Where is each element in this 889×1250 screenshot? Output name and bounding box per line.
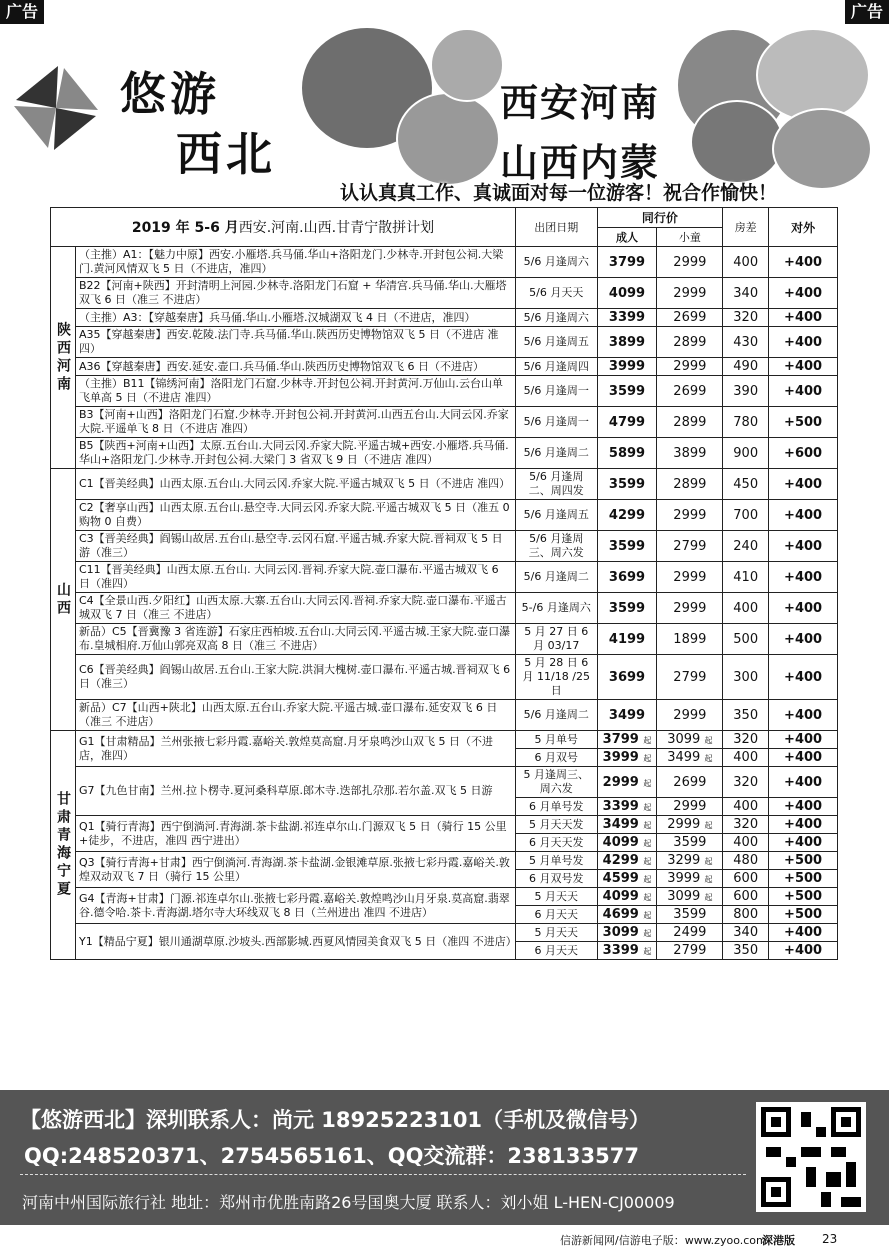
- region-label: 陕西河南: [51, 247, 76, 469]
- route-description: C4【全景山西.夕阳红】山西太原.大寨.五台山.大同云冈.晋祠.乔家大院.壶口瀑布.平遥古城双飞 7 日（准三 不进店）: [76, 593, 516, 624]
- external-markup: +500: [769, 870, 838, 888]
- price-value: 4099: [602, 889, 639, 904]
- price-from-mark: 起: [704, 821, 713, 830]
- departure-date: 6 月天天: [515, 942, 597, 960]
- price-value: 3499: [602, 817, 639, 832]
- header-date: 出团日期: [515, 208, 597, 247]
- edition-label: 深港版: [762, 1234, 795, 1247]
- price-value: 3099: [602, 925, 639, 940]
- price-from-mark: 起: [704, 875, 713, 884]
- route-description: A35【穿越秦唐】西安.乾陵.法门寺.兵马俑.华山.陕西历史博物馆双飞 5 日（不进店 准四）: [76, 327, 516, 358]
- external-markup: +400: [769, 731, 838, 749]
- external-markup: +400: [769, 834, 838, 852]
- room-difference: 390: [723, 376, 769, 407]
- price-from-mark: 起: [643, 875, 652, 884]
- header-peer-price: 同行价: [597, 208, 723, 228]
- table-title: [51, 208, 516, 247]
- price-value: 3599: [608, 538, 646, 554]
- page-number: 23: [822, 1232, 838, 1246]
- adult-price: [597, 834, 657, 852]
- child-price: [657, 924, 723, 942]
- table-body: [51, 247, 838, 960]
- child-price: 2899: [657, 327, 723, 358]
- adult-price: [597, 376, 657, 407]
- table-row: [51, 731, 838, 749]
- contact-footer: [0, 1090, 889, 1225]
- photo-pagoda: [430, 28, 504, 102]
- departure-date: 6 月双号: [515, 749, 597, 767]
- table-row: [51, 247, 838, 278]
- adult-price: [597, 906, 657, 924]
- room-difference: 400: [723, 834, 769, 852]
- departure-date: 5 月天天: [515, 924, 597, 942]
- external-markup: +400: [769, 327, 838, 358]
- adult-price: [597, 624, 657, 655]
- adult-price: [597, 852, 657, 870]
- departure-date: 6 月天天: [515, 906, 597, 924]
- tour-price-table: [50, 207, 838, 960]
- price-value: 3899: [608, 334, 646, 350]
- route-description: G7【九色甘南】兰州.拉卜楞寺.夏河桑科草原.郎木寺.迭部扎尕那.若尔盖.双飞 5 日游: [76, 767, 516, 816]
- external-markup: +400: [769, 816, 838, 834]
- route-description: G4【青海+甘肃】门源.祁连卓尔山.张掖七彩丹霞.嘉峪关.敦煌鸣沙山月牙泉.莫高窟.翡翠谷.德令哈.茶卡.青海湖.塔尔寺大环线双飞 8 日（兰州进出 准四 不进店）: [76, 888, 516, 924]
- child-price: 2699: [657, 376, 723, 407]
- adult-price: [597, 593, 657, 624]
- adult-price: [597, 798, 657, 816]
- photo-buddha: [396, 92, 500, 186]
- room-difference: 300: [723, 655, 769, 700]
- departure-date: 5-/6 月逢周六: [515, 593, 597, 624]
- room-difference: 430: [723, 327, 769, 358]
- table-row: [51, 767, 838, 798]
- external-markup: +400: [769, 531, 838, 562]
- adult-price: [597, 247, 657, 278]
- price-value: 3599: [673, 907, 707, 922]
- child-price: 2899: [657, 469, 723, 500]
- price-from-mark: 起: [643, 947, 652, 956]
- photo-desert: [772, 108, 872, 190]
- adult-price: [597, 469, 657, 500]
- adult-price: [597, 278, 657, 309]
- route-description: Q1【骑行青海】西宁倒淌河.青海湖.茶卡盐湖.祁连卓尔山.门源双飞 5 日（骑行 15 公里+徒步，不进店，准四 西宁进出）: [76, 816, 516, 852]
- price-value: 3099: [667, 732, 701, 747]
- adult-price: [597, 655, 657, 700]
- adult-price: [597, 407, 657, 438]
- departure-date: 5/6 月逢周五: [515, 500, 597, 531]
- table-row: [51, 407, 838, 438]
- table-row: [51, 309, 838, 327]
- adult-price: [597, 942, 657, 960]
- room-difference: 400: [723, 798, 769, 816]
- external-markup: +400: [769, 798, 838, 816]
- price-from-mark: 起: [643, 736, 652, 745]
- ad-label-right: 广告: [845, 0, 889, 24]
- departure-date: 5/6 月逢周六: [515, 309, 597, 327]
- price-value: 3499: [667, 750, 701, 765]
- destination-line2: 山西内蒙: [500, 140, 661, 185]
- room-difference: 450: [723, 469, 769, 500]
- price-value: 3399: [602, 943, 639, 958]
- destination-line1: 西安河南: [500, 80, 661, 125]
- pinwheel-logo-icon: [6, 58, 106, 158]
- child-price: 2699: [657, 309, 723, 327]
- room-difference: 320: [723, 767, 769, 798]
- child-price: [657, 942, 723, 960]
- route-description: Q3【骑行青海+甘肃】西宁倒淌河.青海湖.茶卡盐湖.金银滩草原.张掖七彩丹霞.嘉峪关.敦煌双动双飞 7 日（骑行 15 公里）: [76, 852, 516, 888]
- banner: [0, 20, 889, 204]
- route-description: （主推）A3：【穿越秦唐】兵马俑.华山.小雁塔.汉城湖双飞 4 日（不进店，准四）: [76, 309, 516, 327]
- price-from-mark: 起: [704, 736, 713, 745]
- child-price: 2999: [657, 247, 723, 278]
- child-price: [657, 816, 723, 834]
- price-value: 4599: [602, 871, 639, 886]
- price-from-mark: 起: [643, 857, 652, 866]
- room-difference: 500: [723, 624, 769, 655]
- price-value: 3399: [608, 310, 646, 325]
- departure-date: 5/6 月逢周六: [515, 247, 597, 278]
- child-price: [657, 767, 723, 798]
- external-markup: +400: [769, 358, 838, 376]
- table-row: [51, 358, 838, 376]
- table-row: [51, 500, 838, 531]
- departure-date: 5/6 月逢周二: [515, 700, 597, 731]
- child-price: 2799: [657, 655, 723, 700]
- room-difference: 700: [723, 500, 769, 531]
- departure-date: 5 月天天发: [515, 816, 597, 834]
- adult-price: [597, 309, 657, 327]
- adult-price: [597, 924, 657, 942]
- region-label: 山西: [51, 469, 76, 731]
- table-row: [51, 924, 838, 942]
- room-difference: 400: [723, 593, 769, 624]
- route-description: Y1【精品宁夏】银川通湖草原.沙坡头.西部影城.西夏风情园美食双飞 5 日（准四 不进店）: [76, 924, 516, 960]
- table-row: [51, 816, 838, 834]
- price-from-mark: 起: [643, 929, 652, 938]
- price-value: 5899: [608, 445, 646, 461]
- price-value: 4099: [608, 285, 646, 301]
- price-from-mark: 起: [643, 754, 652, 763]
- price-value: 4799: [608, 414, 646, 430]
- header-adult: 成人: [597, 228, 657, 247]
- external-markup: +400: [769, 593, 838, 624]
- photo-town: [690, 100, 784, 184]
- price-value: 3799: [608, 254, 646, 270]
- room-difference: 320: [723, 816, 769, 834]
- external-markup: +400: [769, 700, 838, 731]
- footer-agency-line: 河南中州国际旅行社 地址：郑州市优胜南路26号国奥大厦 联系人：刘小姐 L-HEN-CJ00009: [22, 1193, 675, 1212]
- departure-date: 6 月单号发: [515, 798, 597, 816]
- route-description: 新品）C5【晋冀豫 3 省连游】石家庄西柏坡.五台山.大同云冈.平遥古城.王家大院.壶口瀑布.皇城相府.万仙山郭亮双高 8 日（准三 不进店）: [76, 624, 516, 655]
- price-value: 3299: [667, 853, 701, 868]
- price-value: 3599: [608, 383, 646, 399]
- source-line: 信游新闻网/信游电子版：www.zyoo.com: [560, 1234, 767, 1247]
- region-label: 甘肃青海宁夏: [51, 731, 76, 960]
- child-price: [657, 731, 723, 749]
- child-price: 3899: [657, 438, 723, 469]
- room-difference: 480: [723, 852, 769, 870]
- price-value: 3699: [608, 569, 646, 585]
- price-from-mark: 起: [643, 821, 652, 830]
- table-row: [51, 655, 838, 700]
- adult-price: [597, 870, 657, 888]
- child-price: 2999: [657, 700, 723, 731]
- route-description: C3【晋美经典】阎锡山故居.五台山.悬空寺.云冈石窟.平遥古城.乔家大院.晋祠双飞 5 日游（准三）: [76, 531, 516, 562]
- price-value: 4199: [608, 631, 646, 647]
- departure-date: 5/6 月逢周四: [515, 358, 597, 376]
- price-value: 3999: [608, 359, 646, 374]
- adult-price: [597, 562, 657, 593]
- room-difference: 800: [723, 906, 769, 924]
- price-value: 3699: [608, 669, 646, 685]
- room-difference: 340: [723, 924, 769, 942]
- price-value: 2699: [673, 774, 707, 790]
- route-description: B3【河南+山西】洛阳龙门石窟.少林寺.开封包公祠.开封黄河.山西五台山.大同云冈.乔家大院.平遥单飞 8 日（不进店 准四）: [76, 407, 516, 438]
- route-description: C2【奢享山西】山西太原.五台山.悬空寺.大同云冈.乔家大院.平遥古城双飞 5 日（准五 0 购物 0 自费）: [76, 500, 516, 531]
- external-markup: +400: [769, 655, 838, 700]
- child-price: 1899: [657, 624, 723, 655]
- price-from-mark: 起: [643, 893, 652, 902]
- room-difference: 600: [723, 888, 769, 906]
- external-markup: +400: [769, 924, 838, 942]
- departure-date: 5/6 月天天: [515, 278, 597, 309]
- title-rest: 西安.河南.山西.甘青宁散拼计划: [238, 220, 435, 236]
- brand-line1: 悠游: [120, 67, 220, 121]
- price-from-mark: 起: [704, 754, 713, 763]
- price-from-mark: 起: [643, 839, 652, 848]
- child-price: [657, 870, 723, 888]
- adult-price: [597, 500, 657, 531]
- external-markup: +400: [769, 767, 838, 798]
- departure-date: 5/6 月逢周二: [515, 438, 597, 469]
- price-from-mark: 起: [704, 857, 713, 866]
- route-description: （主推）A1：【魅力中原】西安.小雁塔.兵马俑.华山+洛阳龙门.少林寺.开封包公祠.大梁门.黄河风情双飞 5 日（不进店，准四）: [76, 247, 516, 278]
- child-price: 2999: [657, 562, 723, 593]
- child-price: [657, 834, 723, 852]
- external-markup: +500: [769, 407, 838, 438]
- departure-date: 5/6 月逢周二: [515, 562, 597, 593]
- room-difference: 320: [723, 731, 769, 749]
- route-description: C1【晋美经典】山西太原.五台山.大同云冈.乔家大院.平遥古城双飞 5 日（不进店 准四）: [76, 469, 516, 500]
- table-row: [51, 852, 838, 870]
- price-from-mark: 起: [643, 911, 652, 920]
- route-description: （主推）B11【锦绣河南】洛阳龙门石窟.少林寺.开封包公祠.开封黄河.万仙山.云台山单飞单高 5 日（不进店 准四）: [76, 376, 516, 407]
- departure-date: 5 月 27 日 6 月 03/17: [515, 624, 597, 655]
- external-markup: +400: [769, 376, 838, 407]
- child-price: 2999: [657, 278, 723, 309]
- table-row: [51, 888, 838, 906]
- room-difference: 400: [723, 749, 769, 767]
- departure-date: 5 月天天: [515, 888, 597, 906]
- table-row: [51, 327, 838, 358]
- adult-price: [597, 358, 657, 376]
- external-markup: +400: [769, 749, 838, 767]
- price-value: 4699: [602, 907, 639, 922]
- adult-price: [597, 767, 657, 798]
- departure-date: 5 月逢周三、周六发: [515, 767, 597, 798]
- price-value: 3099: [667, 889, 701, 904]
- departure-date: 5/6 月逢周五: [515, 327, 597, 358]
- adult-price: [597, 438, 657, 469]
- adult-price: [597, 531, 657, 562]
- route-description: C11【晋美经典】山西太原.五台山. 大同云冈.晋祠.乔家大院.壶口瀑布.平遥古城双飞 6 日（准四）: [76, 562, 516, 593]
- adult-price: [597, 327, 657, 358]
- external-markup: +400: [769, 500, 838, 531]
- room-difference: 780: [723, 407, 769, 438]
- price-value: 3999: [667, 871, 701, 886]
- room-difference: 900: [723, 438, 769, 469]
- price-value: 2999: [673, 799, 707, 814]
- child-price: 2999: [657, 500, 723, 531]
- room-difference: 350: [723, 942, 769, 960]
- price-value: 3599: [608, 476, 646, 492]
- room-difference: 600: [723, 870, 769, 888]
- qr-code-icon: [756, 1102, 866, 1212]
- departure-date: 6 月双号发: [515, 870, 597, 888]
- room-difference: 320: [723, 309, 769, 327]
- brand-line2: 西北: [176, 127, 276, 181]
- child-price: [657, 906, 723, 924]
- room-difference: 340: [723, 278, 769, 309]
- room-difference: 350: [723, 700, 769, 731]
- route-description: B5【陕西+河南+山西】太原.五台山.大同云冈.乔家大院.平遥古城+西安.小雁塔.兵马俑.华山+洛阳龙门.少林寺.开封包公祠.大梁门 3 省双飞 9 日（不进店 准四）: [76, 438, 516, 469]
- table-row: [51, 624, 838, 655]
- price-from-mark: 起: [704, 893, 713, 902]
- title-year: 2019 年 5-6 月: [131, 220, 239, 236]
- route-description: C6【晋美经典】阎锡山故居.五台山.王家大院.洪洞大槐树.壶口瀑布.平遥古城.晋祠双飞 6 日（准三）: [76, 655, 516, 700]
- table-row: [51, 438, 838, 469]
- route-description: A36【穿越秦唐】西安.延安.壶口.兵马俑.华山.陕西历史博物馆双飞 6 日（不进店）: [76, 358, 516, 376]
- child-price: [657, 888, 723, 906]
- child-price: 2999: [657, 358, 723, 376]
- table-row: [51, 531, 838, 562]
- external-markup: +500: [769, 906, 838, 924]
- price-value: 3499: [608, 707, 646, 723]
- departure-date: 6 月天天发: [515, 834, 597, 852]
- price-from-mark: 起: [643, 778, 652, 788]
- adult-price: [597, 816, 657, 834]
- route-description: B22【河南+陕西】开封清明上河园.少林寺.洛阳龙门石窟 + 华清宫.兵马俑.华山.大雁塔双飞 6 日（准三 不进店）: [76, 278, 516, 309]
- footer-divider: [20, 1174, 746, 1175]
- child-price: [657, 749, 723, 767]
- departure-date: 5/6 月逢周一: [515, 407, 597, 438]
- external-markup: +400: [769, 469, 838, 500]
- adult-price: [597, 888, 657, 906]
- departure-date: 5/6 月逢周一: [515, 376, 597, 407]
- price-value: 4299: [602, 853, 639, 868]
- price-value: 3799: [602, 732, 639, 747]
- external-markup: +500: [769, 852, 838, 870]
- slogan: 认认真真工作、真诚面对每一位游客！祝合作愉快！: [340, 182, 778, 204]
- table-row: [51, 593, 838, 624]
- departure-date: 5 月单号: [515, 731, 597, 749]
- external-markup: +400: [769, 562, 838, 593]
- child-price: 2999: [657, 593, 723, 624]
- price-value: 4299: [608, 507, 646, 523]
- price-value: 2999: [602, 774, 639, 790]
- departure-date: 5 月 28 日 6 月 11/18 /25 日: [515, 655, 597, 700]
- price-value: 3599: [608, 600, 646, 616]
- external-markup: +400: [769, 278, 838, 309]
- header-room-diff: 房差: [723, 208, 769, 247]
- child-price: [657, 852, 723, 870]
- adult-price: [597, 749, 657, 767]
- footer-qq-line: QQ:248520371、2754565161、QQ交流群：238133577: [24, 1144, 639, 1168]
- price-value: 3399: [602, 799, 639, 814]
- table-row: [51, 278, 838, 309]
- room-difference: 410: [723, 562, 769, 593]
- table-row: [51, 700, 838, 731]
- external-markup: +600: [769, 438, 838, 469]
- table-row: [51, 376, 838, 407]
- external-markup: +500: [769, 888, 838, 906]
- external-markup: +400: [769, 942, 838, 960]
- price-value: 2799: [673, 943, 707, 958]
- child-price: 2899: [657, 407, 723, 438]
- price-value: 3599: [673, 835, 707, 850]
- ad-label-left: 广告: [0, 0, 44, 24]
- departure-date: 5/6 月逢周二、周四发: [515, 469, 597, 500]
- table-row: [51, 469, 838, 500]
- price-from-mark: 起: [643, 803, 652, 812]
- price-value: 2999: [667, 817, 701, 832]
- price-value: 3999: [602, 750, 639, 765]
- price-value: 4099: [602, 835, 639, 850]
- child-price: [657, 798, 723, 816]
- room-difference: 400: [723, 247, 769, 278]
- adult-price: [597, 731, 657, 749]
- room-difference: 490: [723, 358, 769, 376]
- external-markup: +400: [769, 309, 838, 327]
- footer-contact-line: 【悠游西北】深圳联系人：尚元 18925223101（手机及微信号）: [20, 1108, 651, 1132]
- departure-date: 5/6 月逢周三、周六发: [515, 531, 597, 562]
- room-difference: 240: [723, 531, 769, 562]
- adult-price: [597, 700, 657, 731]
- external-markup: +400: [769, 247, 838, 278]
- child-price: 2799: [657, 531, 723, 562]
- header-child: 小童: [657, 228, 723, 247]
- external-markup: +400: [769, 624, 838, 655]
- route-description: G1【甘肃精品】兰州张掖七彩丹霞.嘉峪关.敦煌莫高窟.月牙泉鸣沙山双飞 5 日（不进店，准四）: [76, 731, 516, 767]
- header-external: 对外: [769, 208, 838, 247]
- departure-date: 5 月单号发: [515, 852, 597, 870]
- route-description: 新品）C7【山西+陕北】山西太原.五台山.乔家大院.平遥古城.壶口瀑布.延安双飞 6 日（准三 不进店）: [76, 700, 516, 731]
- table-row: [51, 562, 838, 593]
- price-value: 2499: [673, 925, 707, 940]
